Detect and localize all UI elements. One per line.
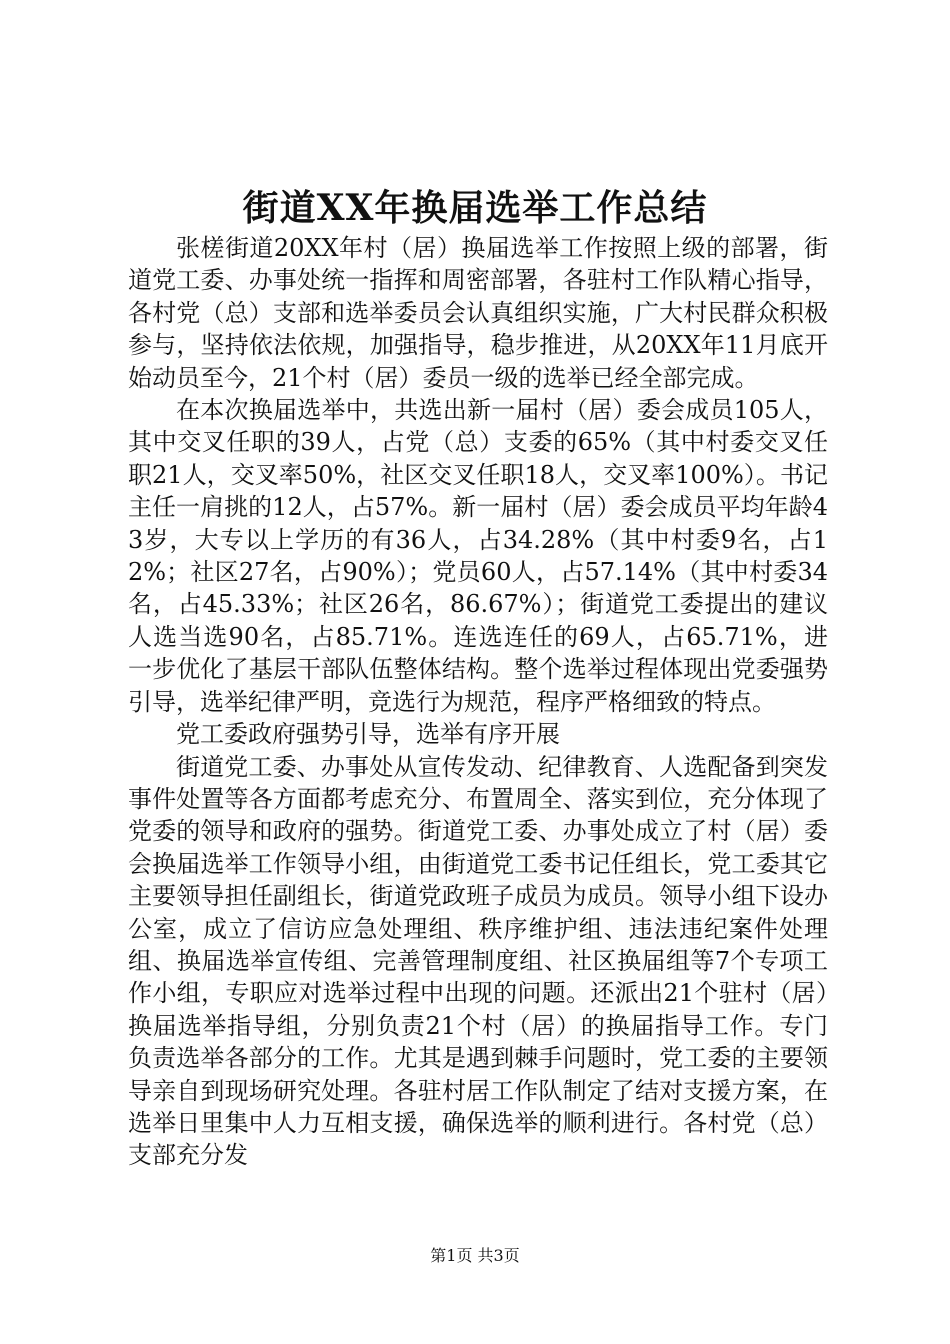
- paragraph-intro: 张槎街道20XX年村（居）换届选举工作按照上级的部署，街道党工委、办事处统一指挥和周密部署，各驻村工作队精心指导，各村党（总）支部和选举委员会认真组织实施，广大村民群众积极参与，坚持依法依规，加强指导，稳步推进，从20XX年11月底开始动员至今，21个村（居）委员一级的选举已经全部完成。: [128, 234, 828, 392]
- page-footer: 第1页 共3页: [430, 1246, 520, 1265]
- paragraph-statistics: 在本次换届选举中，共选出新一届村（居）委会成员105人，其中交叉任职的39人，占党（总）支委的65%（其中村委交叉任职21人，交叉率50%，社区交叉任职18人，交叉率100%）。书记主任一肩挑的12人，占57%。新一届村（居）委会成员平均年龄43岁，大专以上学历的有36人，占34.28%（其中村委9名，占12%；社区27名，占90%）；党员60人，占57.14%（其中村委34名，占45.33%；社区26名，86.67%）；街道党工委提出的建议人选当选90名，占85.71%。连选连任的69人，占65.71%，进一步优化了基层干部队伍整体结构。整个选举过程体现出党委强势引导，选举纪律严明，竞选行为规范，程序严格细致的特点。: [128, 396, 828, 716]
- document-title: 街道XX年换届选举工作总结: [242, 187, 708, 229]
- paragraph-organization: 街道党工委、办事处从宣传发动、纪律教育、人选配备到突发事件处置等各方面都考虑充分、布置周全、落实到位，充分体现了党委的领导和政府的强势。街道党工委、办事处成立了村（居）委会换届选举工作领导小组，由街道党工委书记任组长，党工委其它主要领导担任副组长，街道党政班子成员为成员。领导小组下设办公室，成立了信访应急处理组、秩序维护组、违法违纪案件处理组、换届选举宣传组、完善管理制度组、社区换届组等7个专项工作小组，专职应对选举过程中出现的问题。还派出21个驻村（居）换届选举指导组，分别负责21个村（居）的换届指导工作。专门负责选举各部分的工作。尤其是遇到棘手问题时，党工委的主要领导亲自到现场研究处理。各驻村居工作队制定了结对支援方案，在选举日里集中人力互相支援，确保选举的顺利进行。各村党（总）支部充分发: [128, 752, 828, 1170]
- document-body: [128, 232, 828, 1172]
- section-heading: 党工委政府强势引导，选举有序开展: [176, 720, 560, 749]
